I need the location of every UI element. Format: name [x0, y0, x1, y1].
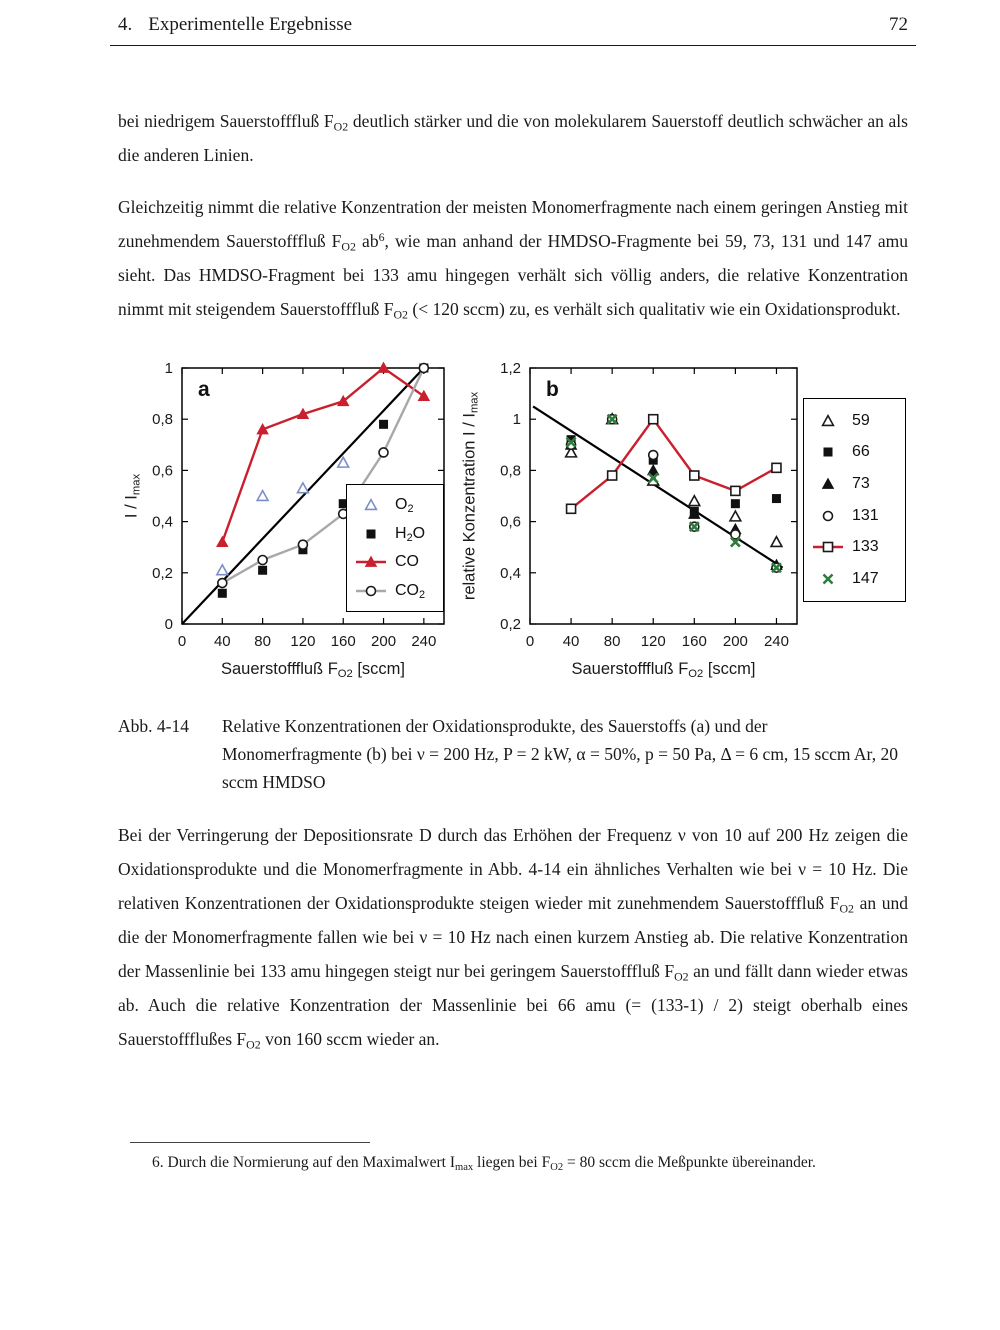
- header-rule: [110, 45, 916, 46]
- y-axis-label: relative Konzentration I / $I_{max}$: [460, 391, 481, 601]
- svg-text:160: 160: [330, 633, 356, 650]
- y-axis-label: I / $I_{max}$: [122, 473, 143, 519]
- svg-text:0: 0: [164, 616, 173, 633]
- legend-marker-icon: [813, 508, 843, 524]
- legend-marker-icon: [813, 539, 843, 555]
- legend-item: [813, 538, 896, 556]
- page-content: [118, 104, 908, 1056]
- legend-item: [356, 525, 434, 543]
- svg-text:40: 40: [213, 633, 231, 650]
- legend-label: $H_2O$: [395, 524, 426, 544]
- charts-row: [118, 356, 908, 686]
- legend-marker-icon: [813, 444, 843, 460]
- panel-label-b: b: [546, 378, 559, 401]
- legend-item: [356, 496, 434, 514]
- legend-item: [356, 553, 434, 571]
- figure-caption: [118, 712, 908, 796]
- svg-text:160: 160: [681, 633, 707, 650]
- svg-text:240: 240: [411, 633, 437, 650]
- svg-text:0,2: 0,2: [152, 564, 173, 582]
- svg-text:0,6: 0,6: [500, 513, 521, 531]
- figure-4-14: [118, 356, 908, 796]
- legend-item: [813, 507, 896, 525]
- svg-text:0,2: 0,2: [500, 616, 521, 633]
- chart-legend-a: [346, 484, 444, 612]
- svg-text:40: 40: [562, 633, 580, 650]
- svg-text:120: 120: [290, 633, 316, 650]
- legend-marker-icon: [813, 571, 843, 587]
- paragraph-1: bei niedrigem Sauerstofffluß $F_{O2}$ deutlich stärker und die von molekularem Sauerstoff deutlich schwächer an als die anderen Linien.: [118, 111, 908, 165]
- svg-text:0,4: 0,4: [500, 564, 521, 582]
- legend-marker-icon: [356, 583, 386, 599]
- svg-text:1,2: 1,2: [500, 360, 521, 377]
- chart-panel-b: [454, 356, 909, 686]
- legend-label: 131: [852, 506, 879, 524]
- legend-label: $O_2$: [395, 496, 414, 516]
- footnote-area: [118, 1142, 908, 1174]
- legend-marker-icon: [813, 476, 843, 492]
- svg-text:0,6: 0,6: [152, 462, 173, 480]
- svg-text:0: 0: [525, 633, 535, 650]
- figure-caption-text: Relative Konzentrationen der Oxidationsprodukte, des Sauerstoffs (a) und der Monomerfragmente (b) bei ν = 200 Hz, P = 2 kW, α = 50%, p = 50 Pa, Δ = 6 cm, 15 sccm Ar, 20 sccm HMDSO: [222, 716, 898, 792]
- panel-label-a: a: [198, 378, 210, 401]
- svg-text:0,8: 0,8: [152, 411, 173, 429]
- svg-text:200: 200: [722, 633, 748, 650]
- footnote-rule: [130, 1142, 370, 1143]
- paragraph-2: Gleichzeitig nimmt die relative Konzentration der meisten Monomerfragmente nach einem geringen Anstieg mit zunehmendem Sauerstofffluß $F_{O2}$ $ab^6$, wie man anhand der HMDSO-Fragmente bei 59, 73, 131 und 147 amu sieht. Das HMDSO-Fragment bei 133 amu hingegen verhält sich völlig anders, die relative Konzentration nimmt mit steigendem Sauerstofffluß $F_{O2}$ (< 120 sccm) zu, es verhält sich qualitativ wie ein Oxidationsprodukt.: [118, 197, 908, 322]
- page-number: 72: [889, 14, 908, 35]
- chart-panel-a: [118, 356, 448, 686]
- legend-marker-icon: [813, 413, 843, 429]
- svg-text:120: 120: [640, 633, 666, 650]
- legend-marker-icon: [356, 497, 386, 513]
- legend-marker-icon: [356, 554, 386, 570]
- section-heading: [118, 14, 352, 36]
- chart-legend-b: [803, 398, 906, 602]
- svg-text:240: 240: [763, 633, 789, 650]
- svg-text:1: 1: [512, 411, 521, 429]
- legend-label: 133: [852, 538, 879, 556]
- svg-text:80: 80: [603, 633, 621, 650]
- footnote-text: 6. Durch die Normierung auf den Maximalwert $I_{max}$ liegen bei $F_{O2} = 80$ sccm die Meßpunkte übereinander.: [152, 1154, 816, 1173]
- svg-text:0,4: 0,4: [152, 513, 173, 531]
- paragraph-3: Bei der Verringerung der Depositionsrate D durch das Erhöhen der Frequenz ν von 10 auf 200 Hz zeigen die Oxidationsprodukte und die Monomerfragmente in Abb. 4-14 ein ähnliches Verhalten wie bei ν = 10 Hz. Die relativen Konzentrationen der Oxidationsprodukte steigen wieder mit zunehmendem Sauerstofffluß $F_{O2}$ an und die der Monomerfragmente fallen wie bei ν = 10 Hz nach einen kurzem Anstieg ab. Die relative Konzentration der Massenlinie bei 133 amu hingegen steigt nur bei geringem Sauerstofffluß $F_{O2}$ an und fällt dann wieder etwas ab. Auch die relative Konzentration der Massenlinie bei 66 amu (= (133-1) / 2) steigt oberhalb eines Sauerstoffflußes $F_{O2}$ von 160 sccm wieder an.: [118, 825, 908, 1052]
- legend-label: CO: [395, 553, 419, 571]
- x-axis-label: Sauerstofffluß $F_{O2}$ [sccm]: [571, 660, 756, 681]
- legend-label: 73: [852, 475, 870, 493]
- svg-text:0,8: 0,8: [500, 462, 521, 480]
- page-header: [118, 10, 908, 45]
- legend-item: [813, 570, 896, 588]
- svg-text:200: 200: [371, 633, 397, 650]
- x-axis-label: Sauerstofffluß $F_{O2}$ [sccm]: [221, 660, 405, 681]
- legend-label: 147: [852, 570, 879, 588]
- section-number: 4.: [118, 14, 133, 35]
- figure-caption-label: Abb. 4-14: [118, 716, 189, 736]
- legend-marker-icon: [356, 526, 386, 542]
- legend-label: 59: [852, 411, 870, 429]
- legend-item: [813, 475, 896, 493]
- legend-label: $CO_2$: [395, 581, 426, 601]
- legend-item: [813, 412, 896, 430]
- legend-label: 66: [852, 443, 870, 461]
- legend-item: [813, 443, 896, 461]
- svg-text:80: 80: [254, 633, 271, 650]
- legend-item: [356, 582, 434, 600]
- section-title: Experimentelle Ergebnisse: [148, 14, 353, 35]
- svg-text:0: 0: [177, 633, 187, 650]
- svg-text:1: 1: [164, 360, 173, 377]
